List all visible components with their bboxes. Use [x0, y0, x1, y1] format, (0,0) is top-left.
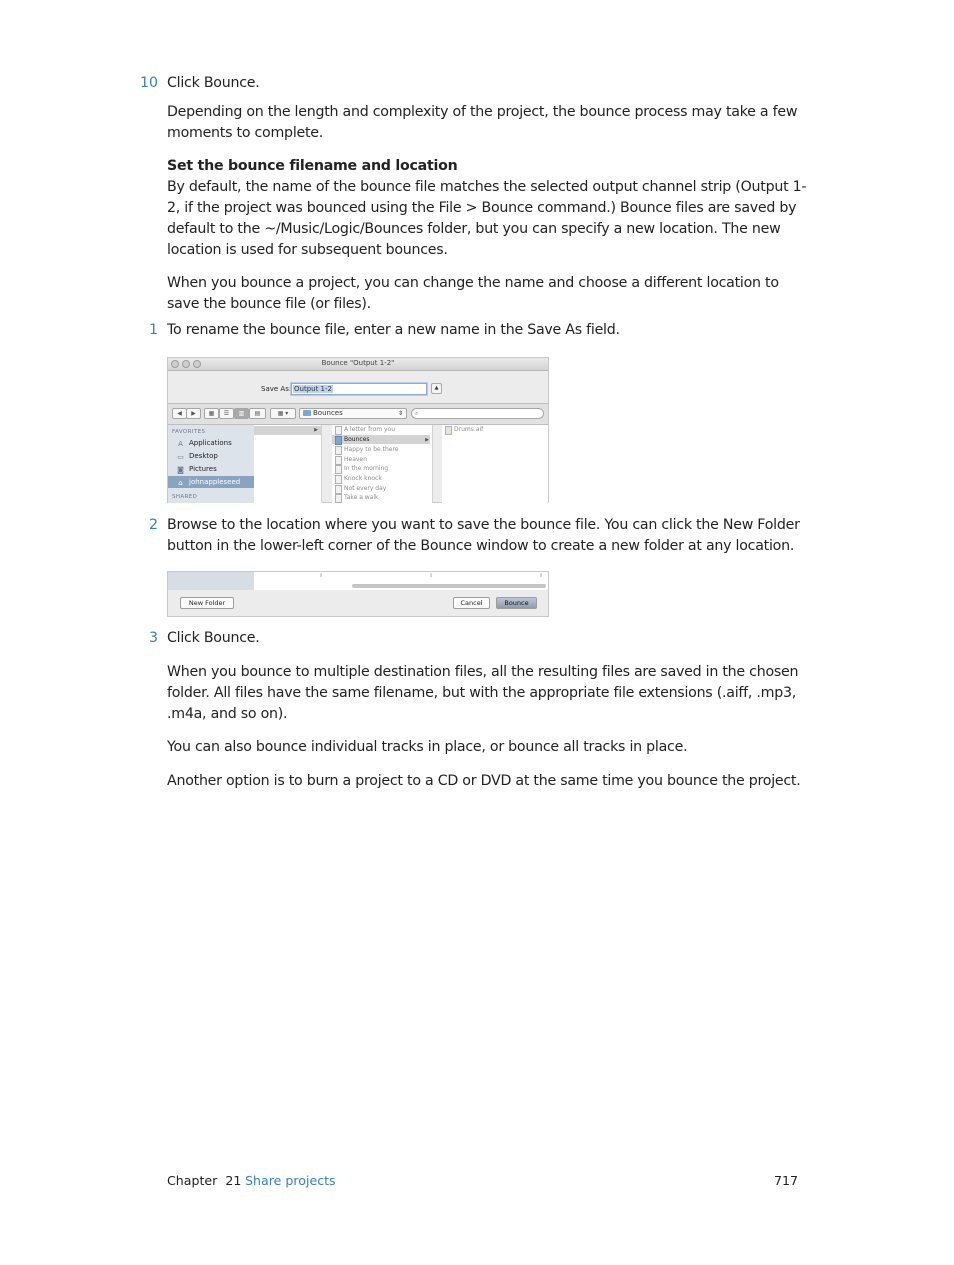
- sidebar-item-pictures[interactable]: ◙ Pictures: [177, 465, 217, 474]
- step-number: 3: [148, 630, 158, 646]
- paragraph: Another option is to burn a project to a CD or DVD at the same time you bounce the project.: [167, 773, 801, 789]
- search-icon: ⌕: [415, 410, 419, 417]
- list-item[interactable]: Knock knock: [344, 475, 382, 482]
- paragraph: When you bounce to multiple destination files, all the resulting files are saved in the chosen folder. All files have the same filename, but with the appropriate file extensions (.aiff, .mp3, .m4a, and so on).: [167, 664, 799, 722]
- file-icon: [335, 485, 342, 494]
- list-item[interactable]: A letter from you: [344, 426, 395, 433]
- resize-handle-icon[interactable]: ⫴: [320, 573, 323, 579]
- step-text: Browse to the location where you want to save the bounce file. You can click the New Folder button in the lower-left corner of the Bounce window to create a new folder at any location.: [167, 517, 800, 554]
- back-arrow-icon[interactable]: ◀: [172, 408, 187, 419]
- desktop-icon: ▭: [177, 453, 184, 461]
- location-popup[interactable]: [299, 408, 407, 419]
- list-item[interactable]: Heaven: [344, 456, 367, 463]
- resize-handle-icon[interactable]: ⫴: [430, 573, 433, 579]
- home-icon: ⌂: [178, 479, 183, 487]
- shared-header: SHARED: [172, 494, 198, 500]
- save-as-value: Output 1-2: [294, 385, 332, 393]
- search-input[interactable]: [411, 408, 544, 419]
- page-number: 717: [773, 1173, 798, 1188]
- dialog-title: Bounce "Output 1-2": [321, 359, 395, 367]
- disclosure-arrow-icon: ▶: [314, 427, 318, 433]
- bounce-button[interactable]: Bounce: [496, 597, 537, 609]
- new-folder-button[interactable]: New Folder: [180, 597, 234, 609]
- browser-column-2[interactable]: [332, 425, 433, 503]
- cancel-button[interactable]: Cancel: [453, 597, 490, 609]
- sidebar-item-desktop[interactable]: ▭ Desktop: [177, 452, 218, 461]
- applications-icon: A: [178, 440, 183, 448]
- list-item[interactable]: Drums.aif: [454, 426, 483, 433]
- bounce-dialog-bottom-screenshot: [167, 571, 549, 617]
- browser-toolbar: [168, 403, 548, 425]
- step-text: Click Bounce.: [167, 75, 260, 91]
- bounce-dialog-screenshot: [167, 357, 549, 503]
- favorites-header: FAVORITES: [172, 429, 206, 435]
- list-item[interactable]: Bounces: [344, 436, 370, 443]
- step-text: To rename the bounce file, enter a new name in the Save As field.: [167, 322, 620, 338]
- folder-icon: [303, 410, 311, 416]
- arrange-icon[interactable]: ▦ ▾: [270, 408, 296, 419]
- sidebar-item-applications[interactable]: A Applications: [176, 439, 232, 448]
- browser-column-1[interactable]: [254, 425, 322, 503]
- file-icon: [335, 465, 342, 474]
- icon-view-icon[interactable]: ▦: [204, 408, 219, 419]
- section-paragraph: By default, the name of the bounce file matches the selected output channel strip (Output 1-2, if the project was bounced using the File > Bounce command.) Bounce files are saved by default to the ~/Music/Logic/Bounces folder, but you can specify a new location. The new location is used for subsequent bounces.: [167, 179, 807, 258]
- file-icon: [335, 475, 342, 484]
- section-heading: Set the bounce filename and location: [167, 158, 458, 174]
- section-paragraph: When you bounce a project, you can change the name and choose a different location to save the bounce file (or files).: [167, 275, 779, 312]
- coverflow-view-icon[interactable]: ▤: [249, 408, 266, 419]
- browser-column-3[interactable]: [442, 425, 548, 503]
- step-number: 2: [148, 517, 158, 533]
- columns-fragment: [254, 572, 548, 590]
- expand-icon[interactable]: ▲: [431, 383, 442, 394]
- audio-file-icon: [445, 426, 452, 435]
- step-number: 10: [139, 75, 158, 91]
- list-item[interactable]: Not every day: [344, 485, 386, 492]
- finder-sidebar: [168, 425, 255, 503]
- folder-icon: [335, 436, 342, 445]
- column-selection: [254, 426, 321, 435]
- chevron-updown-icon: ⇕: [397, 410, 403, 417]
- column-view-icon[interactable]: ▥: [234, 408, 249, 419]
- sidebar-item-home[interactable]: ⌂ johnappleseed: [176, 478, 240, 487]
- file-icon: [335, 446, 342, 455]
- list-view-icon[interactable]: ☰: [219, 408, 234, 419]
- list-item[interactable]: Take a walk: [344, 494, 379, 501]
- step-number: 1: [148, 322, 158, 338]
- footer-chapter: Chapter 21: [167, 1173, 242, 1188]
- location-label: Bounces: [313, 409, 343, 417]
- save-as-input[interactable]: [291, 383, 427, 395]
- list-item[interactable]: In the morning: [344, 465, 388, 472]
- step-description: Depending on the length and complexity of the project, the bounce process may take a few moments to complete.: [167, 104, 798, 141]
- file-icon: [335, 426, 342, 435]
- footer-chapter-link[interactable]: Share projects: [245, 1173, 336, 1188]
- pictures-icon: ◙: [177, 466, 184, 474]
- disclosure-arrow-icon: ▶: [425, 437, 429, 443]
- file-icon: [335, 494, 342, 503]
- sidebar-fragment: [168, 572, 254, 590]
- paragraph: You can also bounce individual tracks in place, or bounce all tracks in place.: [167, 739, 688, 755]
- save-as-label: Save As:: [261, 385, 292, 393]
- forward-arrow-icon[interactable]: ▶: [186, 408, 201, 419]
- resize-handle-icon[interactable]: ⫴: [540, 573, 543, 579]
- step-text: Click Bounce.: [167, 630, 260, 646]
- horizontal-scrollbar[interactable]: [352, 584, 546, 588]
- file-icon: [335, 456, 342, 465]
- dialog-titlebar: [168, 358, 548, 371]
- list-item[interactable]: Happy to be there: [344, 446, 398, 453]
